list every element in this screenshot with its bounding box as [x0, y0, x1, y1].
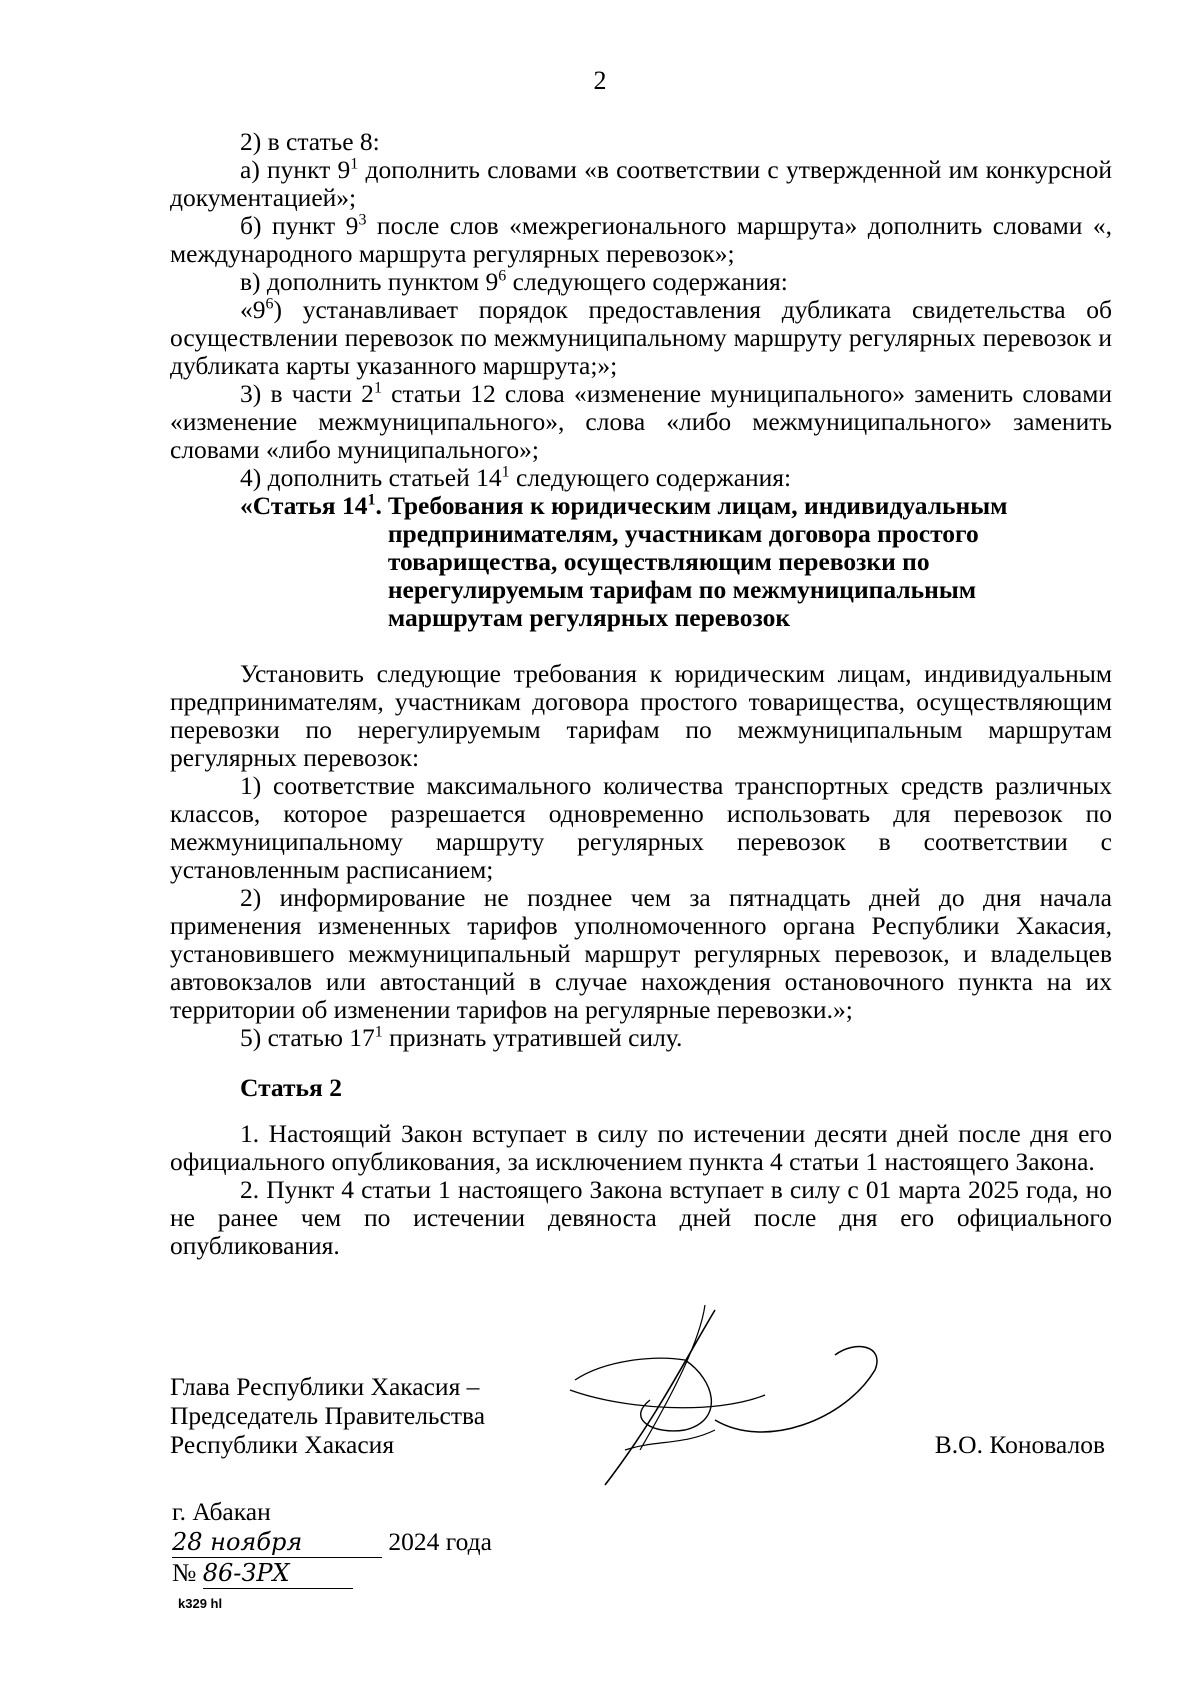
text: б) пункт 9 — [240, 211, 359, 240]
superscript: 1 — [350, 155, 359, 173]
date-line — [172, 1527, 492, 1558]
handwritten-number: 86-ЗРХ — [203, 1558, 353, 1589]
paragraph-requirement-2: 2) информирование не позднее чем за пятнадцать дней до дня начала применения измененных тарифов уполномоченного органа Республики Хакасия, установившего межмуниципальный маршрут регулярных перевозок, и владельцев автовокзалов или автостанций в случае нахождения остановочного пункта на их территории об изменении тарифов на регулярные перевозки.»; — [170, 883, 1112, 1024]
signatory-name: В.О. Коновалов — [934, 1430, 1105, 1459]
superscript: 6 — [265, 295, 274, 313]
year: 2024 года — [388, 1527, 492, 1556]
text: «Статья 14 — [240, 491, 368, 520]
superscript: 3 — [358, 211, 367, 229]
superscript: 1 — [373, 379, 382, 397]
paragraph-article2-2: 2. Пункт 4 статьи 1 настоящего Закона вступает в силу с 01 марта 2025 года, но не ранее чем по истечении девяноста дней после дня его официального опубликования. — [170, 1175, 1112, 1260]
text: 4) дополнить статьей 14 — [240, 463, 502, 492]
number-prefix: № — [172, 1558, 197, 1587]
superscript: 6 — [498, 267, 507, 285]
number-line — [172, 1558, 492, 1589]
article-label — [240, 492, 382, 632]
text: ) устанавливает порядок предоставления дубликата свидетельства об осуществлении перевозок по межмуниципальному маршруту регулярных перевозок и дубликата карты указанного маршрута;»; — [170, 295, 1112, 380]
text: признать утратившей силу. — [382, 1023, 683, 1052]
superscript: 1 — [367, 491, 376, 509]
text: дополнить словами «в соответствии с утвержденной им конкурсной документацией»; — [170, 155, 1112, 212]
signatory-line-3: Республики Хакасия — [170, 1430, 395, 1459]
handwritten-date: 28 ноября — [172, 1527, 382, 1558]
signatory-line-1: Глава Республики Хакасия – — [170, 1372, 480, 1401]
footer-code: k329 hl — [178, 1596, 223, 1611]
paragraph-item3 — [170, 380, 1112, 464]
place-date-block — [172, 1497, 492, 1589]
paragraph-art8-v — [170, 268, 1112, 296]
article-2-heading: Статья 2 — [240, 1073, 342, 1102]
paragraph-art8-intro — [170, 128, 1112, 156]
paragraph-art8-b — [170, 212, 1112, 268]
superscript: 1 — [374, 1023, 383, 1041]
text: 5) статью 17 — [240, 1023, 375, 1052]
text: следующего содержания: — [509, 463, 792, 492]
text: а) пункт 9 — [240, 155, 351, 184]
article-title: Требования к юридическим лицам, индивидуальным предпринимателям, участникам договора простого товарищества, осуществляющим перевозки по нерегулируемым тарифам по межмуниципальным маршрутам регулярных перевозок — [387, 491, 1008, 632]
city: г. Абакан — [172, 1497, 271, 1526]
text: после слов «межрегионального маршрута» дополнить словами «, международного маршрута регулярных перевозок»; — [170, 211, 1112, 268]
article-14-1-heading — [240, 492, 1112, 632]
paragraph-art8-a — [170, 156, 1112, 212]
text: 2) в статье 8: — [240, 127, 380, 156]
paragraph-requirements-intro: Установить следующие требования к юридическим лицам, индивидуальным предпринимателям, участникам договора простого товарищества, осуществляющим перевозки по нерегулируемым тарифам по межмуниципальным маршрутам регулярных перевозок: — [170, 659, 1112, 772]
signatory-line-2: Председатель Правительства — [170, 1401, 486, 1430]
document-body — [170, 128, 1112, 1260]
page-number: 2 — [593, 66, 607, 95]
paragraph-article2-1: 1. Настоящий Закон вступает в силу по истечении десяти дней после дня его официального опубликования, за исключением пункта 4 статьи 1 настоящего Закона. — [170, 1119, 1112, 1176]
text: следующего содержания: — [506, 267, 788, 296]
paragraph-item5 — [170, 1024, 1112, 1052]
paragraph-requirement-1: 1) соответствие максимального количества транспортных средств различных классов, которое разрешается одновременно использовать для перевозок по межмуниципальному маршруту регулярных перевозок в соответствии с установленным расписанием; — [170, 771, 1112, 884]
paragraph-art8-v-quote — [170, 296, 1112, 380]
text: «9 — [240, 295, 266, 324]
text: . — [375, 491, 382, 520]
text: в) дополнить пунктом 9 — [240, 267, 499, 296]
signature-icon — [565, 1300, 925, 1500]
paragraph-item4 — [170, 464, 1112, 492]
superscript: 1 — [501, 463, 510, 481]
signatory-block — [170, 1372, 485, 1459]
text: статьи 12 слова «изменение муниципального» заменить словами «изменение межмуниципального», слова «либо межмуниципального» заменить словами «либо муниципального»; — [170, 379, 1112, 464]
text: 3) в части 2 — [240, 379, 374, 408]
